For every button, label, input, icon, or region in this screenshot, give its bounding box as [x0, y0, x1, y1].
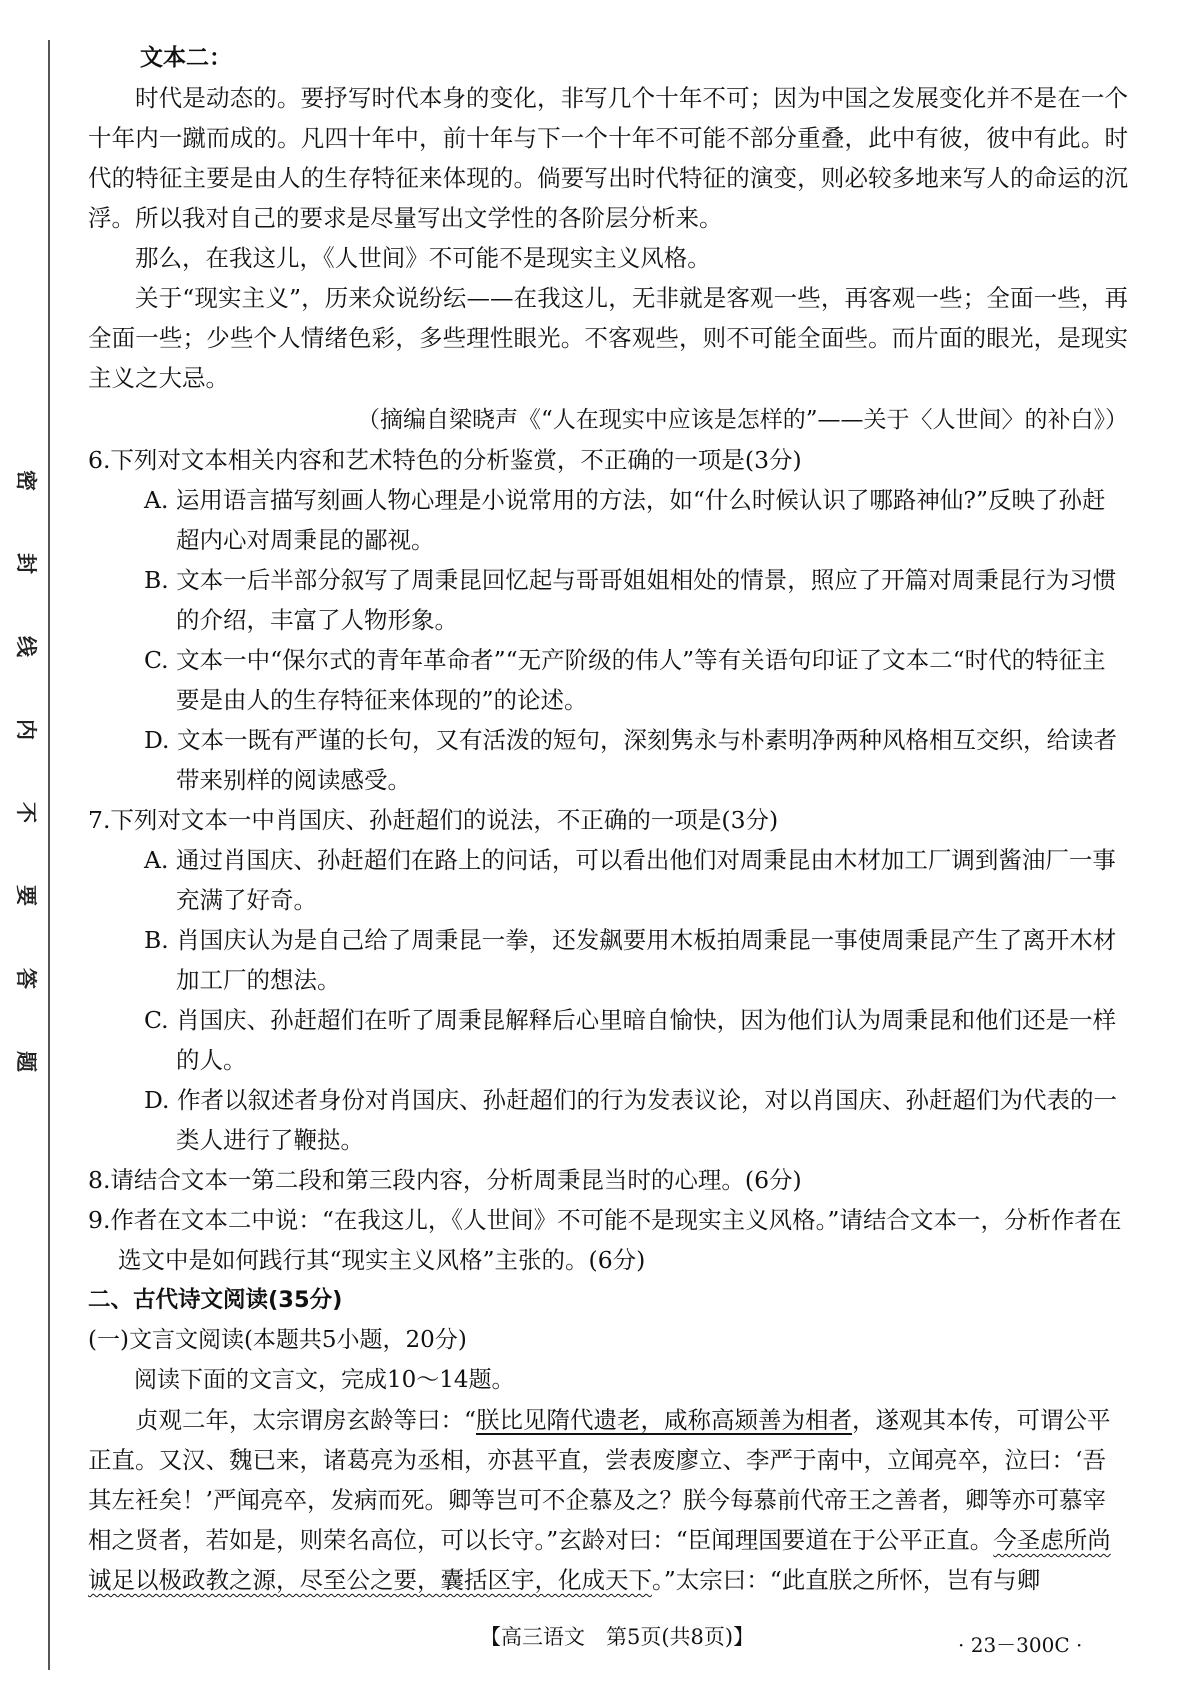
- footer-page-info: 【高三语文 第5页(共8页)】: [480, 1625, 755, 1649]
- seal-char: 内: [13, 719, 38, 740]
- passage-text: ，遂观其本传，可谓公平正直。又汉、魏已来，诸葛亮为丞相，亦甚平直，尝表废廖立、李严于南中，立闻亮卒，泣曰：‘吾其左衽矣！’严闻亮卒，发病而死。卿等岂可不企慕及之？朕今每慕前代帝王之善者，卿等亦可慕宰相之贤者，若如是，则荣名高位，可以长守。”玄龄对曰：“臣闻理国要道在于公平正直。: [88, 1406, 1111, 1554]
- option-a: A. 运用语言描写刻画人物心理是小说常用的方法，如“什么时候认识了哪路神仙?”反映了孙赶超内心对周秉昆的鄙视。: [144, 486, 1106, 554]
- option-b: B. 文本一后半部分叙写了周秉昆回忆起与哥哥姐姐相处的情景，照应了开篇对周秉昆行为习惯的介绍，丰富了人物形象。: [144, 566, 1117, 634]
- text2-paragraph: 关于“现实主义”，历来众说纷纭——在我这儿，无非就是客观一些，再客观一些；全面一些，再全面一些；少些个人情绪色彩，多些理性眼光。不客观些，则不可能全面些。而片面的眼光，是现实主义之大忌。: [88, 284, 1128, 392]
- option-c: C. 肖国庆、孙赶超们在听了周秉昆解释后心里暗自愉快，因为他们认为周秉昆和他们还是一样的人。: [144, 1006, 1117, 1074]
- question-6: [88, 440, 1128, 800]
- seal-char: 封: [13, 553, 38, 574]
- classical-passage: [88, 1400, 1128, 1600]
- binding-line: [48, 40, 50, 1670]
- text2-heading: 文本二：: [140, 45, 232, 71]
- text2-paragraph: 那么，在我这儿，《人世间》不可能不是现实主义风格。: [135, 244, 711, 272]
- section-title: 二、古代诗文阅读(35分): [88, 1287, 343, 1313]
- underlined-sentence: 朕比见隋代遗老，咸称高颎善为相者: [476, 1406, 853, 1434]
- question-8: 8.请结合文本一第二段和第三段内容，分析周秉昆当时的心理。(6分): [88, 1166, 802, 1194]
- subsection-title: (一)文言文阅读(本题共5小题，20分): [88, 1327, 467, 1353]
- seal-char: 答: [13, 968, 38, 989]
- text2-source: （摘编自梁晓声《“人在现实中应该是怎样的”——关于〈人世间〉的补白》）: [356, 407, 1128, 433]
- option-b: B. 肖国庆认为是自己给了周秉昆一拳，还发飙要用木板拍周秉昆一事使周秉昆产生了离开木材加工厂的想法。: [144, 926, 1117, 994]
- seal-char: 密: [13, 470, 38, 491]
- seal-char: 要: [13, 885, 38, 906]
- passage-text: 。”太宗曰：“此直朕之所怀，岂有与卿: [652, 1566, 1041, 1594]
- seal-char: 线: [13, 636, 38, 657]
- question-9: 9.作者在文本二中说：“在我这儿，《人世间》不可能不是现实主义风格。”请结合文本一，分析作者在选文中是如何践行其“现实主义风格”主张的。(6分): [88, 1206, 1122, 1274]
- passage-text: 贞观二年，太宗谓房玄龄等曰：“: [135, 1406, 477, 1434]
- option-c: C. 文本一中“保尔式的青年革命者”“无产阶级的伟人”等有关语句印证了文本二“时代的特征主要是由人的生存特征来体现的”的论述。: [144, 646, 1106, 714]
- question-stem: 6.下列对文本相关内容和艺术特色的分析鉴赏，不正确的一项是(3分): [88, 446, 802, 474]
- page-footer: [0, 1621, 1200, 1657]
- seal-line-notice: [8, 470, 42, 1072]
- reading-instruction: 阅读下面的文言文，完成10～14题。: [134, 1367, 515, 1393]
- text2-paragraph: 时代是动态的。要抒写时代本身的变化，非写几个十年不可；因为中国之发展变化并不是在一个十年内一蹴而成的。凡四十年中，前十年与下一个十年不可能不部分重叠，此中有彼，彼中有此。时代的特征主要是由人的生存特征来体现的。倘要写出时代特征的演变，则必较多地来写人的命运的沉浮。所以我对自己的要求是尽量写出文学性的各阶层分析来。: [88, 84, 1128, 232]
- footer-code: · 23－300C ·: [958, 1633, 1083, 1657]
- seal-char: 不: [13, 802, 38, 823]
- option-d: D. 作者以叙述者身份对肖国庆、孙赶超们的行为发表议论，对以肖国庆、孙赶超们为代表的一类人进行了鞭挞。: [144, 1086, 1117, 1154]
- question-7: [88, 800, 1128, 1160]
- question-stem: 7.下列对文本一中肖国庆、孙赶超们的说法，不正确的一项是(3分): [88, 806, 779, 834]
- page-content: [88, 38, 1128, 1600]
- option-d: D. 文本一既有严谨的长句，又有活泼的短句，深刻隽永与朴素明净两种风格相互交织，给读者带来别样的阅读感受。: [144, 726, 1117, 794]
- seal-char: 题: [13, 1051, 38, 1072]
- option-a: A. 通过肖国庆、孙赶超们在路上的问话，可以看出他们对周秉昆由木材加工厂调到酱油厂一事充满了好奇。: [144, 846, 1116, 914]
- wavy-underlined-sentence: 今圣虑所尚诚足以极政教之源，尽至公之要，囊括区宇，化成天下: [88, 1526, 1111, 1594]
